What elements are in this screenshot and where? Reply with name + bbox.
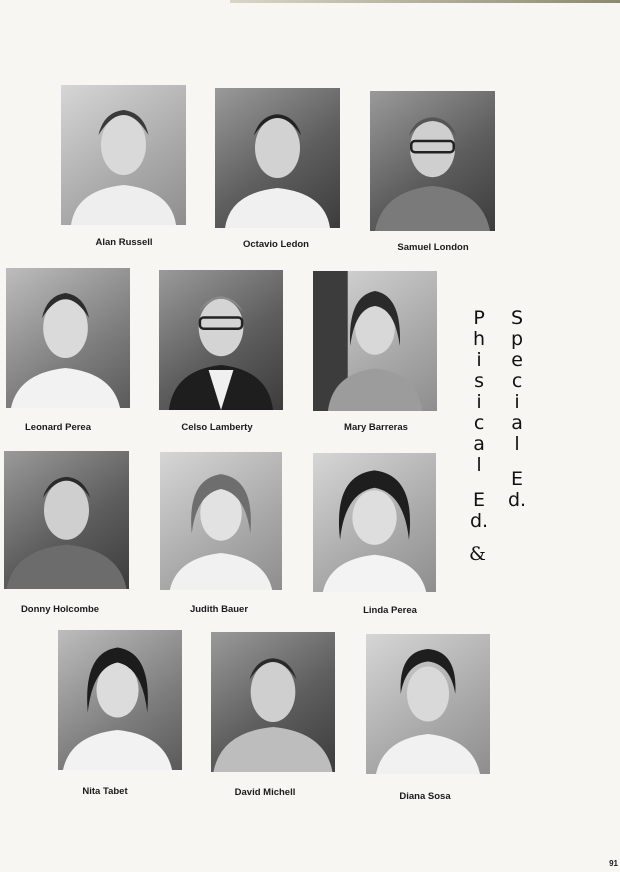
- title-letter: P: [473, 307, 485, 329]
- title-letter: E: [473, 489, 486, 511]
- page-number: 91: [609, 859, 618, 868]
- portrait-photo: [159, 270, 283, 410]
- portrait-caption: David Michell: [234, 787, 296, 798]
- title-letter: d.: [470, 510, 489, 532]
- title-letter: S: [511, 307, 524, 329]
- portrait-photo: [160, 452, 282, 590]
- title-letter: l: [476, 454, 482, 476]
- title-letter: a: [511, 412, 523, 434]
- title-physical-ed: [470, 308, 488, 532]
- portrait-photo: [58, 630, 182, 770]
- title-letter: e: [511, 349, 523, 371]
- portrait-caption: Linda Perea: [363, 605, 417, 616]
- title-letter: c: [473, 412, 485, 434]
- portrait-photo: [370, 91, 495, 231]
- portrait-caption: Mary Barreras: [344, 422, 408, 433]
- portrait-caption: Donny Holcombe: [20, 604, 100, 615]
- title-special-ed: [508, 308, 526, 511]
- portrait-photo: [313, 271, 437, 411]
- title-letter: h: [473, 328, 486, 350]
- title-letter: i: [476, 391, 482, 413]
- portrait-photo: [211, 632, 335, 772]
- title-letter: l: [514, 433, 520, 455]
- portrait-caption: Judith Bauer: [189, 604, 249, 615]
- portrait-photo: [215, 88, 340, 228]
- title-letter: i: [514, 391, 520, 413]
- portrait-caption: Leonard Perea: [25, 422, 91, 433]
- portrait-caption: Celso Lamberty: [181, 422, 253, 433]
- title-letter: c: [511, 370, 523, 392]
- title-letter: i: [476, 349, 482, 371]
- portrait-caption: Diana Sosa: [399, 791, 451, 802]
- title-letter: d.: [508, 489, 527, 511]
- portrait-photo: [313, 453, 436, 592]
- title-letter: a: [473, 433, 485, 455]
- portrait-photo: [366, 634, 490, 774]
- title-letter: p: [511, 328, 524, 350]
- portrait-photo: [6, 268, 130, 408]
- portrait-photo: [4, 451, 129, 589]
- title-ampersand: &: [469, 543, 486, 565]
- title-letter: E: [511, 468, 524, 490]
- portrait-caption: Alan Russell: [95, 237, 153, 248]
- title-letter: s: [474, 370, 484, 392]
- portrait-caption: Nita Tabet: [82, 786, 128, 797]
- portrait-caption: Samuel London: [397, 242, 469, 253]
- top-rule: [230, 0, 620, 3]
- portrait-photo: [61, 85, 186, 225]
- portrait-caption: Octavio Ledon: [243, 239, 309, 250]
